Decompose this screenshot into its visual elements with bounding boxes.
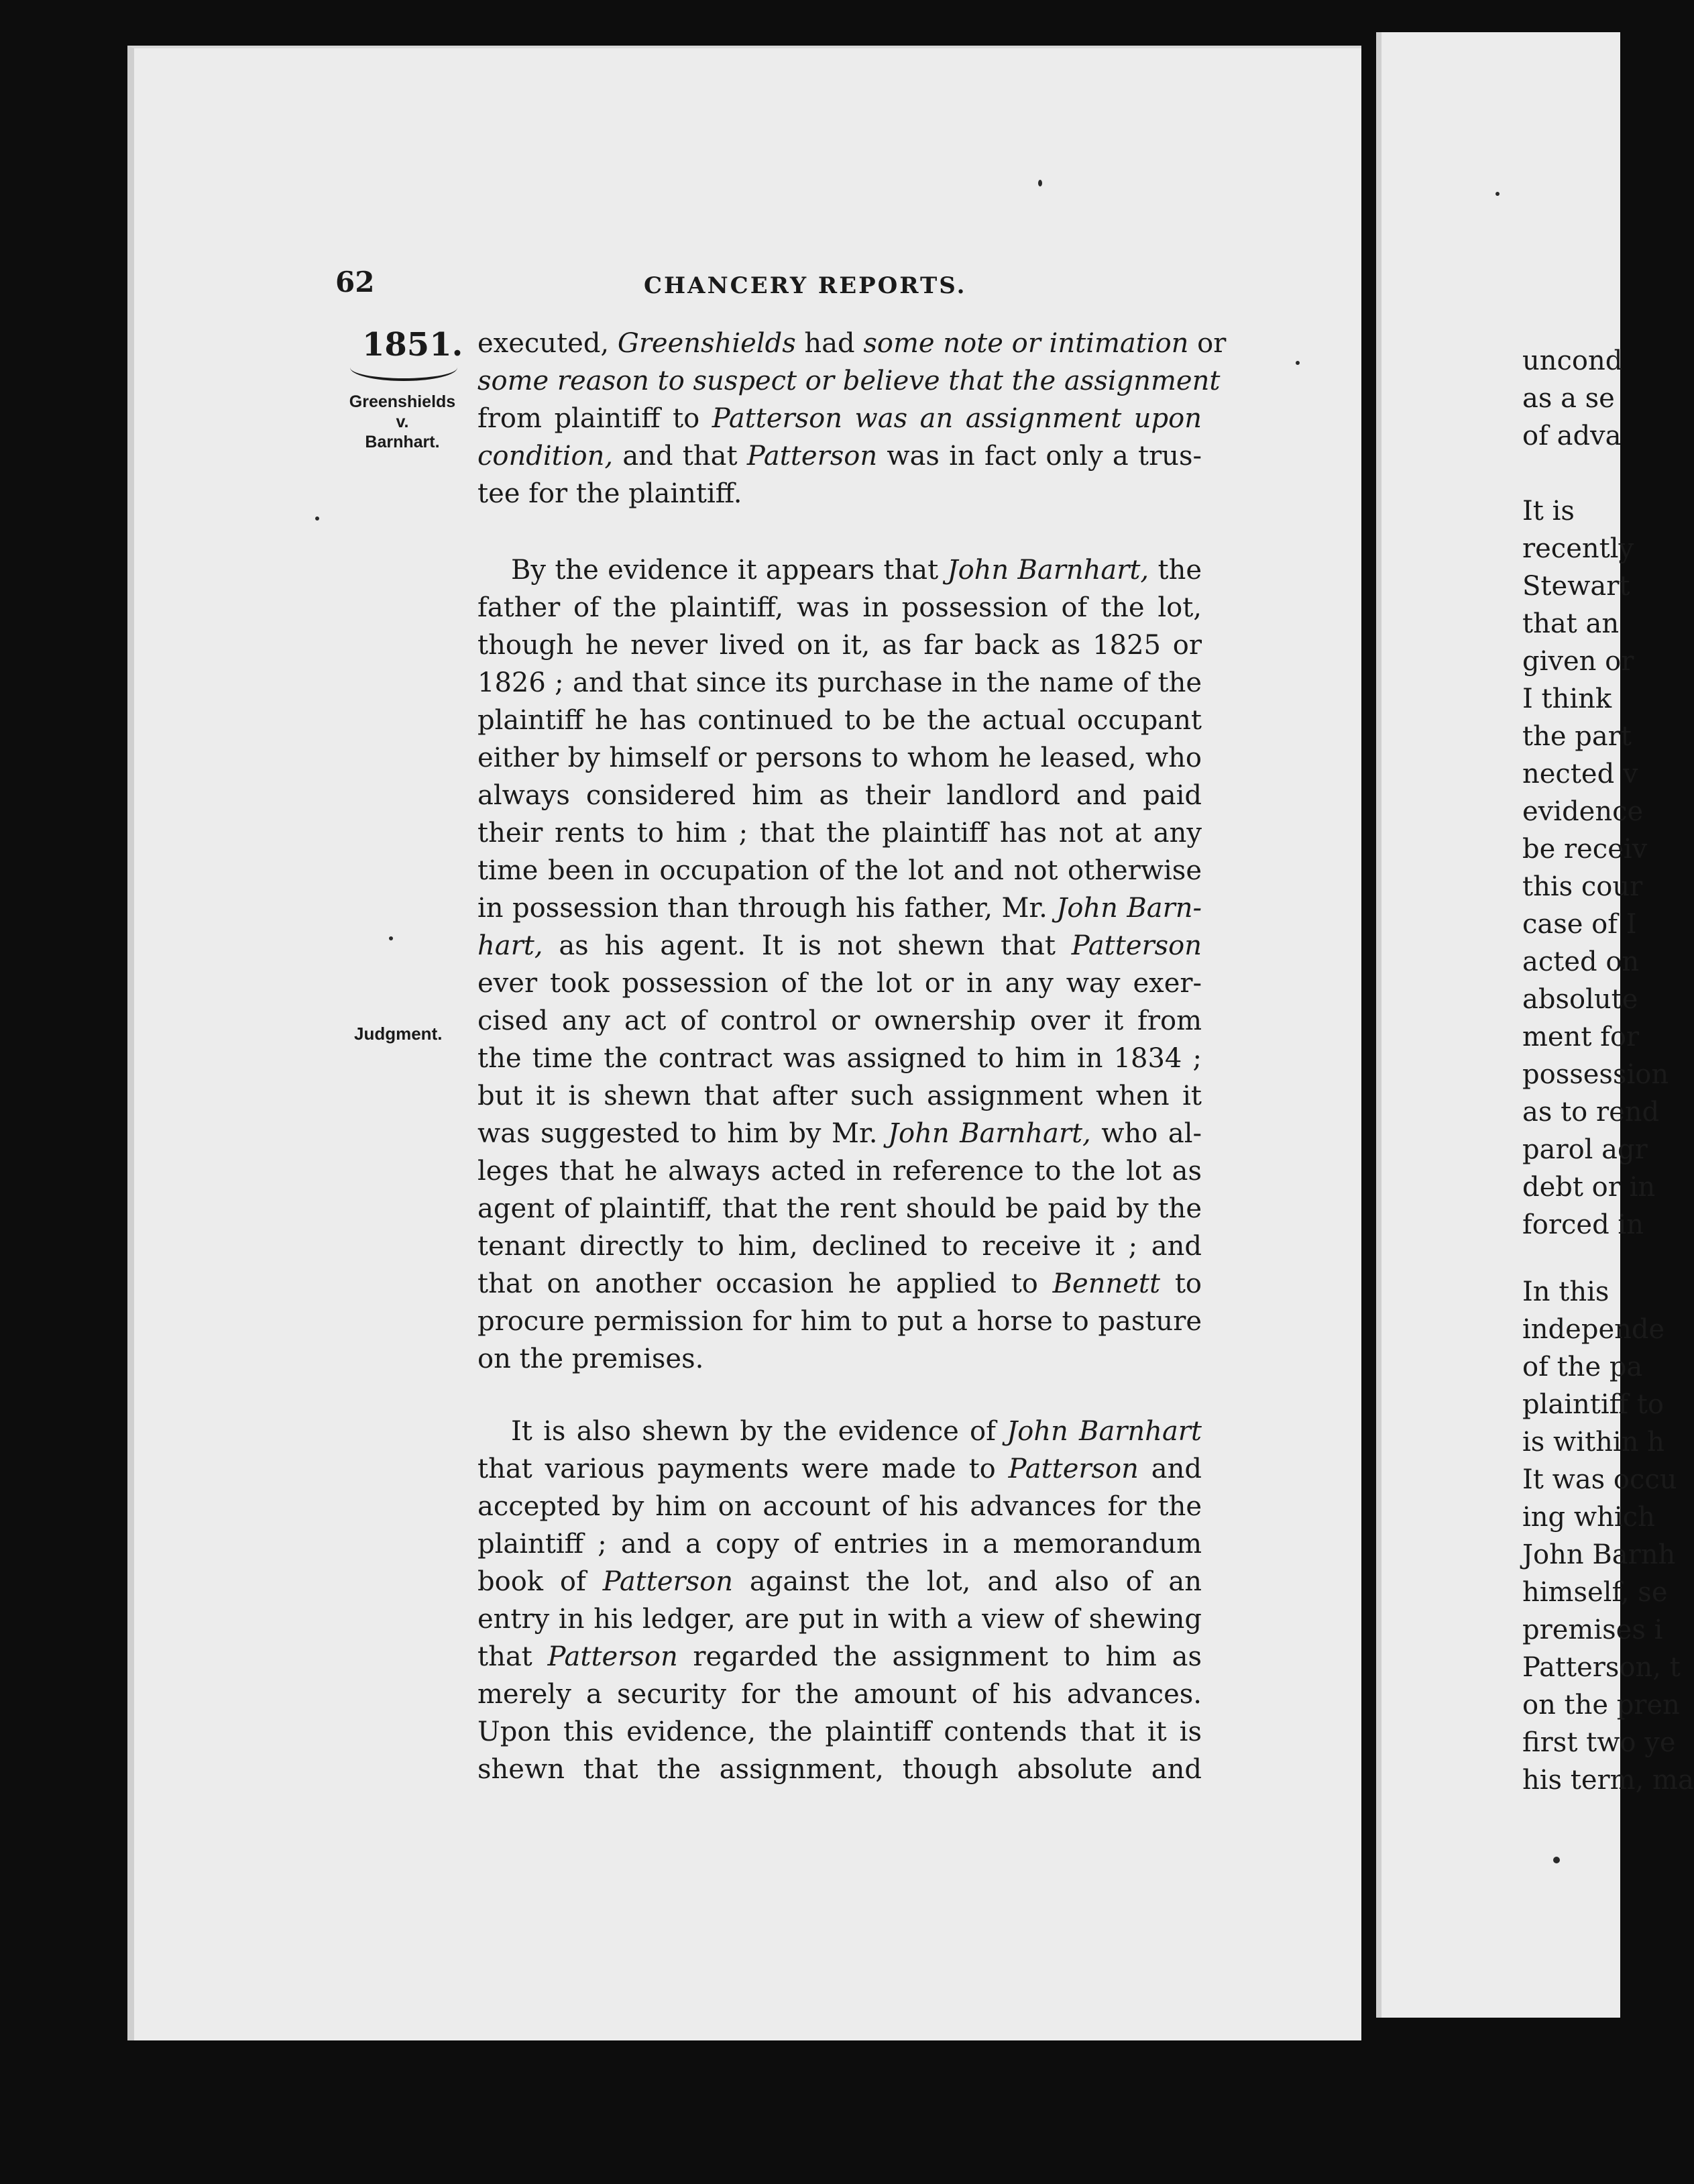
- body-line: always considered him as their landlord and paid: [477, 780, 1202, 811]
- body-line: book of Patterson against the lot, and also of an: [477, 1566, 1202, 1597]
- right-page-line: this cour: [1522, 871, 1643, 902]
- body-line: time been in occupation of the lot and not otherwise: [477, 855, 1202, 886]
- body-line: It is also shewn by the evidence of John Barnhart: [511, 1416, 1202, 1447]
- body-line: either by himself or persons to whom he leased, who: [477, 743, 1202, 773]
- body-line: entry in his ledger, are put in with a view of shewing: [477, 1604, 1202, 1635]
- ink-speck: [1495, 192, 1500, 196]
- body-line: their rents to him ; that the plaintiff has not at any: [477, 818, 1202, 849]
- right-page-line: debt or in: [1522, 1172, 1656, 1203]
- body-line: hart, as his agent. It is not shewn that Patterson: [477, 930, 1202, 961]
- right-page-line: the part: [1522, 721, 1632, 752]
- margin-case-name-plaintiff: Greenshields: [349, 392, 456, 411]
- right-page-line: Patterson, t: [1522, 1652, 1681, 1683]
- margin-case-name-defendant: Barnhart.: [365, 433, 440, 451]
- ink-speck: [1553, 1857, 1560, 1863]
- right-page-line: plaintiff to: [1522, 1389, 1664, 1420]
- right-page-line: case of I: [1522, 909, 1637, 940]
- right-page-line: It was occu: [1522, 1464, 1677, 1495]
- body-line: plaintiff he has continued to be the actual occupant: [477, 705, 1202, 736]
- body-line: agent of plaintiff, that the rent should be paid by the: [477, 1193, 1202, 1224]
- right-page-line: parol agr: [1522, 1134, 1648, 1165]
- body-line: cised any act of control or ownership over it from: [477, 1005, 1202, 1036]
- body-line: procure permission for him to put a horse to pasture: [477, 1306, 1202, 1337]
- body-line: 1826 ; and that since its purchase in the name of the: [477, 667, 1202, 698]
- body-line: in possession than through his father, Mr. John Barn-: [477, 893, 1202, 924]
- body-line: merely a security for the amount of his advances.: [477, 1679, 1202, 1710]
- right-page-line: absolute: [1522, 984, 1638, 1015]
- right-page-line: be receiv: [1522, 834, 1648, 865]
- right-page-line: of the pa: [1522, 1352, 1643, 1382]
- body-line: leges that he always acted in reference to the lot as: [477, 1156, 1202, 1187]
- right-page-line: evidence: [1522, 796, 1644, 827]
- right-page-line: his term, ma: [1522, 1765, 1694, 1796]
- right-page-line: nected v: [1522, 759, 1638, 789]
- right-page-line: In this: [1522, 1276, 1610, 1307]
- body-line: father of the plaintiff, was in possession of the lot,: [477, 592, 1202, 623]
- right-page-line: given or: [1522, 646, 1634, 677]
- right-page-line: that an: [1522, 608, 1620, 639]
- body-line: shewn that the assignment, though absolute and: [477, 1754, 1202, 1785]
- right-page-line: possession: [1522, 1059, 1669, 1090]
- ink-speck: [389, 936, 393, 940]
- body-line: the time the contract was assigned to him in 1834 ;: [477, 1043, 1202, 1074]
- right-page-line: acted on: [1522, 946, 1640, 977]
- right-page-line: It is: [1522, 496, 1575, 527]
- right-page-line: I think: [1522, 684, 1612, 714]
- ink-speck: [1038, 180, 1042, 186]
- body-line: but it is shewn that after such assignment when it: [477, 1081, 1202, 1111]
- body-line: ever took possession of the lot or in any way exer-: [477, 968, 1202, 999]
- right-page-line: John Barnh: [1522, 1539, 1676, 1570]
- body-line: that Patterson regarded the assignment to him as: [477, 1641, 1202, 1672]
- margin-year: 1851.: [362, 326, 463, 364]
- right-page-line: independe: [1522, 1314, 1665, 1345]
- ink-speck: [1296, 361, 1300, 365]
- right-page-line: of adva: [1522, 421, 1622, 451]
- right-page-line: himself, se: [1522, 1577, 1668, 1608]
- right-page-line: is within h: [1522, 1427, 1664, 1458]
- body-line: tenant directly to him, declined to receive it ; and: [477, 1231, 1202, 1262]
- right-page-line: recently: [1522, 533, 1634, 564]
- right-page-line: premises i: [1522, 1615, 1663, 1645]
- body-line: some reason to suspect or believe that the assignment: [477, 366, 1221, 396]
- right-page-line: first two ye: [1522, 1727, 1676, 1758]
- right-page-line: Stewart: [1522, 571, 1630, 602]
- body-line: that various payments were made to Patterson and: [477, 1454, 1202, 1484]
- body-line: though he never lived on it, as far back as 1825 or: [477, 630, 1202, 661]
- body-line: on the premises.: [477, 1344, 704, 1374]
- margin-judgment-label: Judgment.: [354, 1024, 443, 1044]
- body-line: Upon this evidence, the plaintiff contends that it is: [477, 1716, 1202, 1747]
- body-line: that on another occasion he applied to Bennett to: [477, 1268, 1202, 1299]
- body-line: tee for the plaintiff.: [477, 478, 742, 509]
- running-header: CHANCERY REPORTS.: [644, 272, 967, 299]
- body-line: accepted by him on account of his advances for the: [477, 1491, 1202, 1522]
- body-line: plaintiff ; and a copy of entries in a memorandum: [477, 1529, 1202, 1560]
- margin-case-versus: v.: [396, 413, 409, 431]
- body-line: By the evidence it appears that John Barnhart, the: [511, 555, 1202, 586]
- body-line: condition, and that Patterson was in fact only a trus-: [477, 441, 1202, 472]
- right-page-line: forced in: [1522, 1209, 1644, 1240]
- right-page-line: as a se: [1522, 383, 1615, 414]
- right-page-line: ing which: [1522, 1502, 1655, 1533]
- ink-speck: [315, 516, 319, 521]
- right-page-line: ment for: [1522, 1022, 1640, 1052]
- body-line: executed, Greenshields had some note or intimation or: [477, 328, 1227, 359]
- right-page-line: uncond: [1522, 345, 1623, 376]
- right-page-line: on the pren: [1522, 1690, 1680, 1721]
- body-line: from plaintiff to Patterson was an assignment upon: [477, 403, 1202, 434]
- right-page-line: as to rend: [1522, 1097, 1660, 1128]
- body-line: was suggested to him by Mr. John Barnhart, who al-: [477, 1118, 1202, 1149]
- page-number: 62: [335, 266, 375, 298]
